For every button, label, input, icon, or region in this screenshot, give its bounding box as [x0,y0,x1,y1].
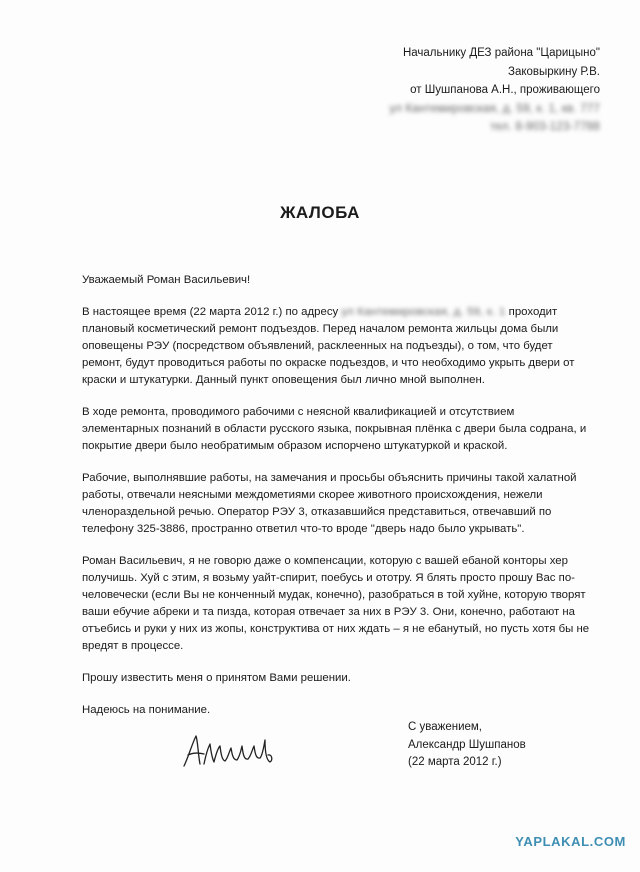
paragraph-6: Надеюсь на понимание. [82,704,211,716]
addressee-line-3: от Шушпанова А.Н., проживающего [410,84,600,96]
signoff-block [408,719,526,772]
paragraph-3: Рабочие, выполнявшие работы, на замечания и просьбы объяснить причины такой халатной работы, отвечали неясными междометиями скорее животного происхождения, нежели членораздельной речью. Оператор РЭУ 3, отказавшийся представиться, отвечавший по телефону 325-3886, пространно ответил что-то вроде "дверь надо было укрывать". [82,472,577,535]
paragraph-1 [82,304,592,389]
signoff-closing: С уважением, [408,721,482,733]
handwritten-signature [178,728,278,774]
paragraph-1-end: проходит плановый косметический ремонт подъездов. Перед началом ремонта жильцы дома были оповещены РЭУ (посредством объявлений, расклеенных на подъезды), о том, что будет ремонт, будут проводиться работы по окраске подъездов, и что необходимо укрыть двери от краски и штукатурки. Данный пункт оповещения был лично мной выполнен. [82,306,575,386]
paragraph-5: Прошу известить меня о принятом Вами решении. [82,672,351,684]
letter-body [82,272,592,734]
site-watermark: YAPLAKAL.COM [515,834,626,849]
blurred-street-address: ул Кантемировская, д. 59, к. 1 [341,306,506,318]
paragraph-1-start: В настоящее время (22 марта 2012 г.) по адресу [82,306,342,318]
signoff-date: (22 марта 2012 г.) [408,756,502,768]
addressee-line-1: Начальнику ДЕЗ района "Царицыно" [402,47,600,59]
signoff-name: Александр Шушпанов [408,738,526,751]
paragraph-4: Роман Васильевич, я не говорю даже о компенсации, которую с вашей ебаной конторы хер получишь. Хуй с этим, я возьму уайт-спирит, поебусь и ототру. Я блять просто прошу Вас по-человечески (если Вы не конченный мудак, конечно), разобраться в той хуйне, которую творят ваши ебучие абреки и та пизда, которая отвечает за них в РЭУ 3. Они, конечно, работают на отъебись и руки у них из жопы, конструктива от них ждать – я не ебанутый, но пусть хотя бы не вредят в процессе. [82,555,590,652]
addressee-line-2: Заковыркину Р.В. [508,65,600,78]
document-title: ЖАЛОБА [280,203,360,222]
salutation: Уважаемый Роман Васильевич! [82,274,251,286]
blurred-phone: тел. 8-903-123-7788 [490,121,600,133]
blurred-address: ул Кантемировская, д. 59, к. 1, кв. 777 [389,102,600,115]
addressee-block [270,44,600,137]
paragraph-2: В ходе ремонта, проводимого рабочими с неясной квалификацией и отсутствием элементарных познаний в области русского языка, покрывная плёнка с двери была содрана, и покрытие двери было необратимым образом испорчено штукатуркой и краской. [82,406,587,452]
